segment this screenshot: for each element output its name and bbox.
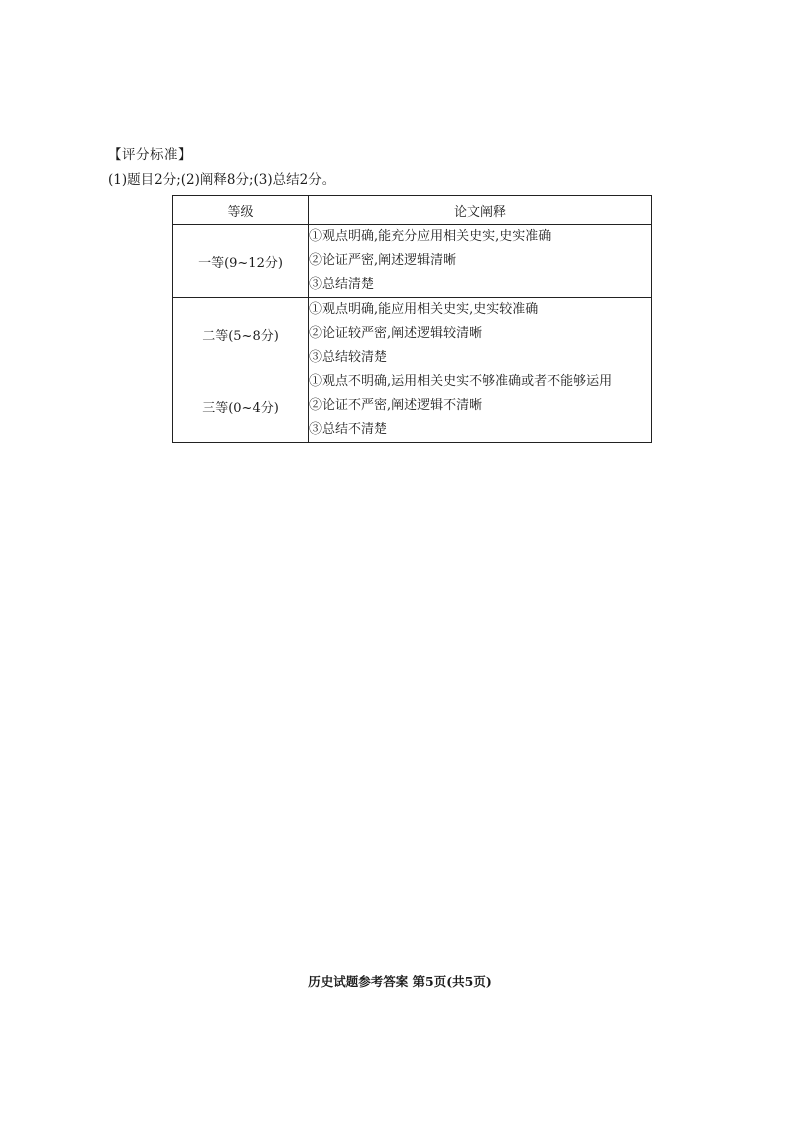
criterion-line: ③总结清楚: [309, 277, 375, 292]
table-header-row: [173, 196, 652, 225]
criterion-line: ③总结较清楚: [309, 350, 388, 365]
description-cell: [309, 225, 652, 298]
criterion-line: ①观点明确,能充分应用相关史实,史实准确: [309, 229, 552, 244]
level-cell: 一等(9~12分): [173, 225, 309, 298]
criterion-line: ①观点明确,能应用相关史实,史实较准确: [309, 302, 539, 317]
scoring-criteria-heading: 【评分标准】: [108, 147, 192, 163]
description-cell: [309, 370, 652, 443]
criterion-line: ①观点不明确,运用相关史实不够准确或者不能够运用: [309, 374, 613, 389]
criterion-line: ②论证不严密,阐述逻辑不清晰: [309, 398, 483, 413]
grading-table: [172, 195, 652, 443]
table-row: [173, 225, 652, 298]
header-level: 等级: [173, 196, 309, 225]
level-cell: 二等(5~8分): [173, 298, 309, 371]
score-allocation-line: (1)题目2分;(2)阐释8分;(3)总结2分。: [108, 172, 336, 188]
level-cell: 三等(0~4分): [173, 370, 309, 443]
criterion-line: ②论证较严密,阐述逻辑较清晰: [309, 326, 483, 341]
table-row: [173, 370, 652, 443]
criterion-line: ③总结不清楚: [309, 422, 388, 437]
header-explanation: 论文阐释: [309, 196, 652, 225]
page-footer: 历史试题参考答案 第5页(共5页): [308, 974, 492, 989]
description-cell: [309, 298, 652, 371]
criterion-line: ②论证严密,阐述逻辑清晰: [309, 253, 457, 268]
table-row: [173, 298, 652, 371]
